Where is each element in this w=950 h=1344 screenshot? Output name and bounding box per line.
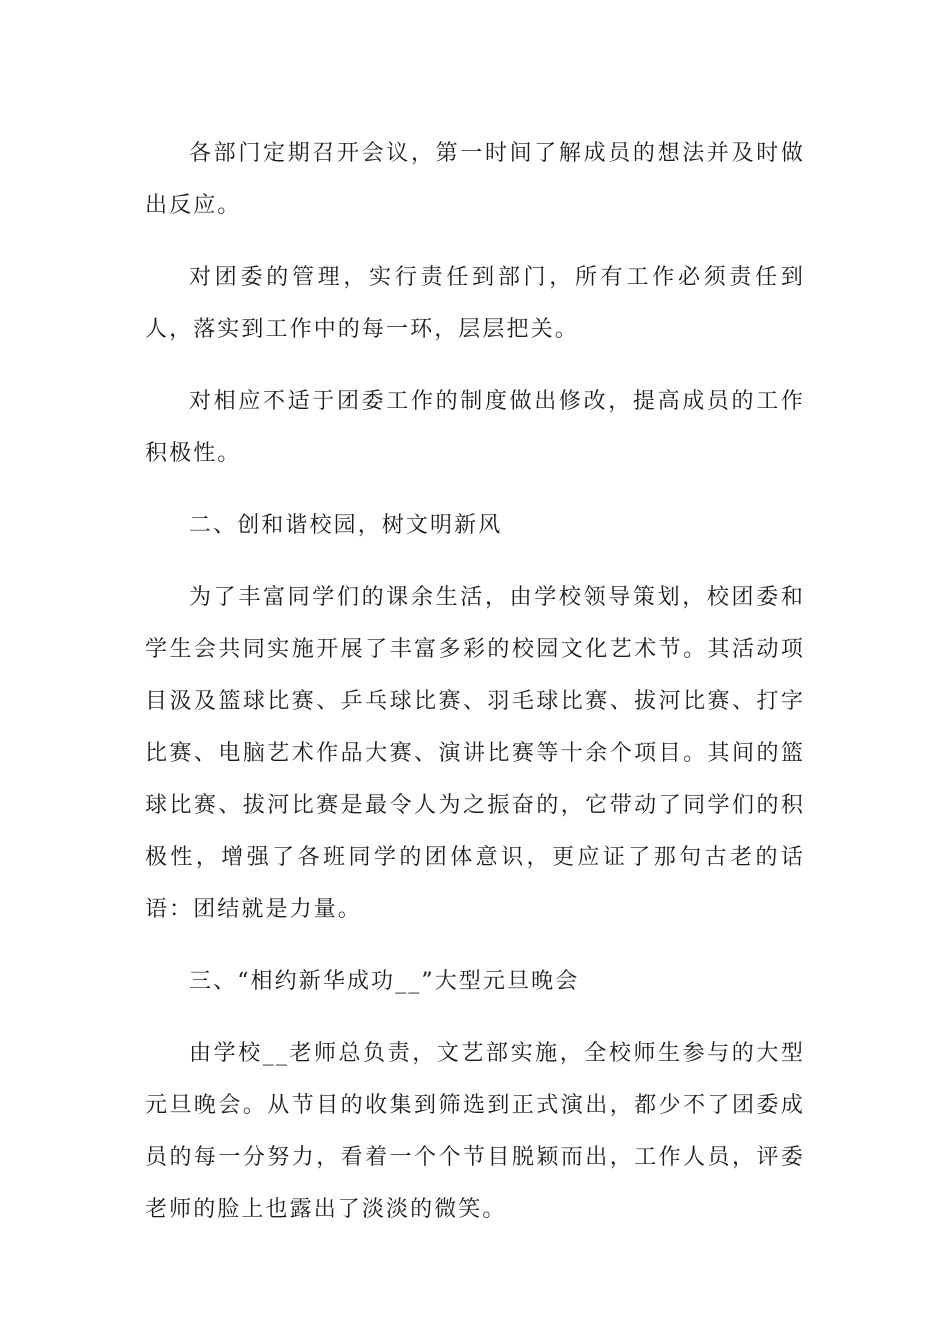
paragraph-new-year-gala: 由学校__老师总负责，文艺部实施，全校师生参与的大型元旦晚会。从节目的收集到筛选到正式演出，都少不了团委成员的每一分努力，看着一个个节目脱颖而出，工作人员，评委老师的脸上也露出了淡淡的微笑。 (145, 1041, 805, 1222)
paragraph-management: 对团委的管理，实行责任到部门，所有工作必须责任到人，落实到工作中的每一环，层层把关。 (145, 265, 805, 342)
paragraph-art-festival: 为了丰富同学们的课余生活，由学校领导策划，校团委和学生会共同实施开展了丰富多彩的校园文化艺术节。其活动项目汲及篮球比赛、乒乓球比赛、羽毛球比赛、拔河比赛、打字比赛、电脑艺术作品大赛、演讲比赛等十余个项目。其间的篮球比赛、拔河比赛是最令人为之振奋的，它带动了同学们的积极性，增强了各班同学的团体意识，更应证了那句古老的话语：团结就是力量。 (145, 585, 805, 922)
section-heading-2: 二、创和谐校园，树文明新风 (189, 513, 503, 538)
paragraph-rules: 对相应不适于团委工作的制度做出修改，提高成员的工作积极性。 (145, 389, 805, 466)
section-heading-3: 三、“相约新华成功__”大型元旦晚会 (189, 969, 580, 994)
document-body (145, 128, 805, 1256)
paragraph-meetings: 各部门定期召开会议，第一时间了解成员的想法并及时做出反应。 (145, 141, 805, 218)
